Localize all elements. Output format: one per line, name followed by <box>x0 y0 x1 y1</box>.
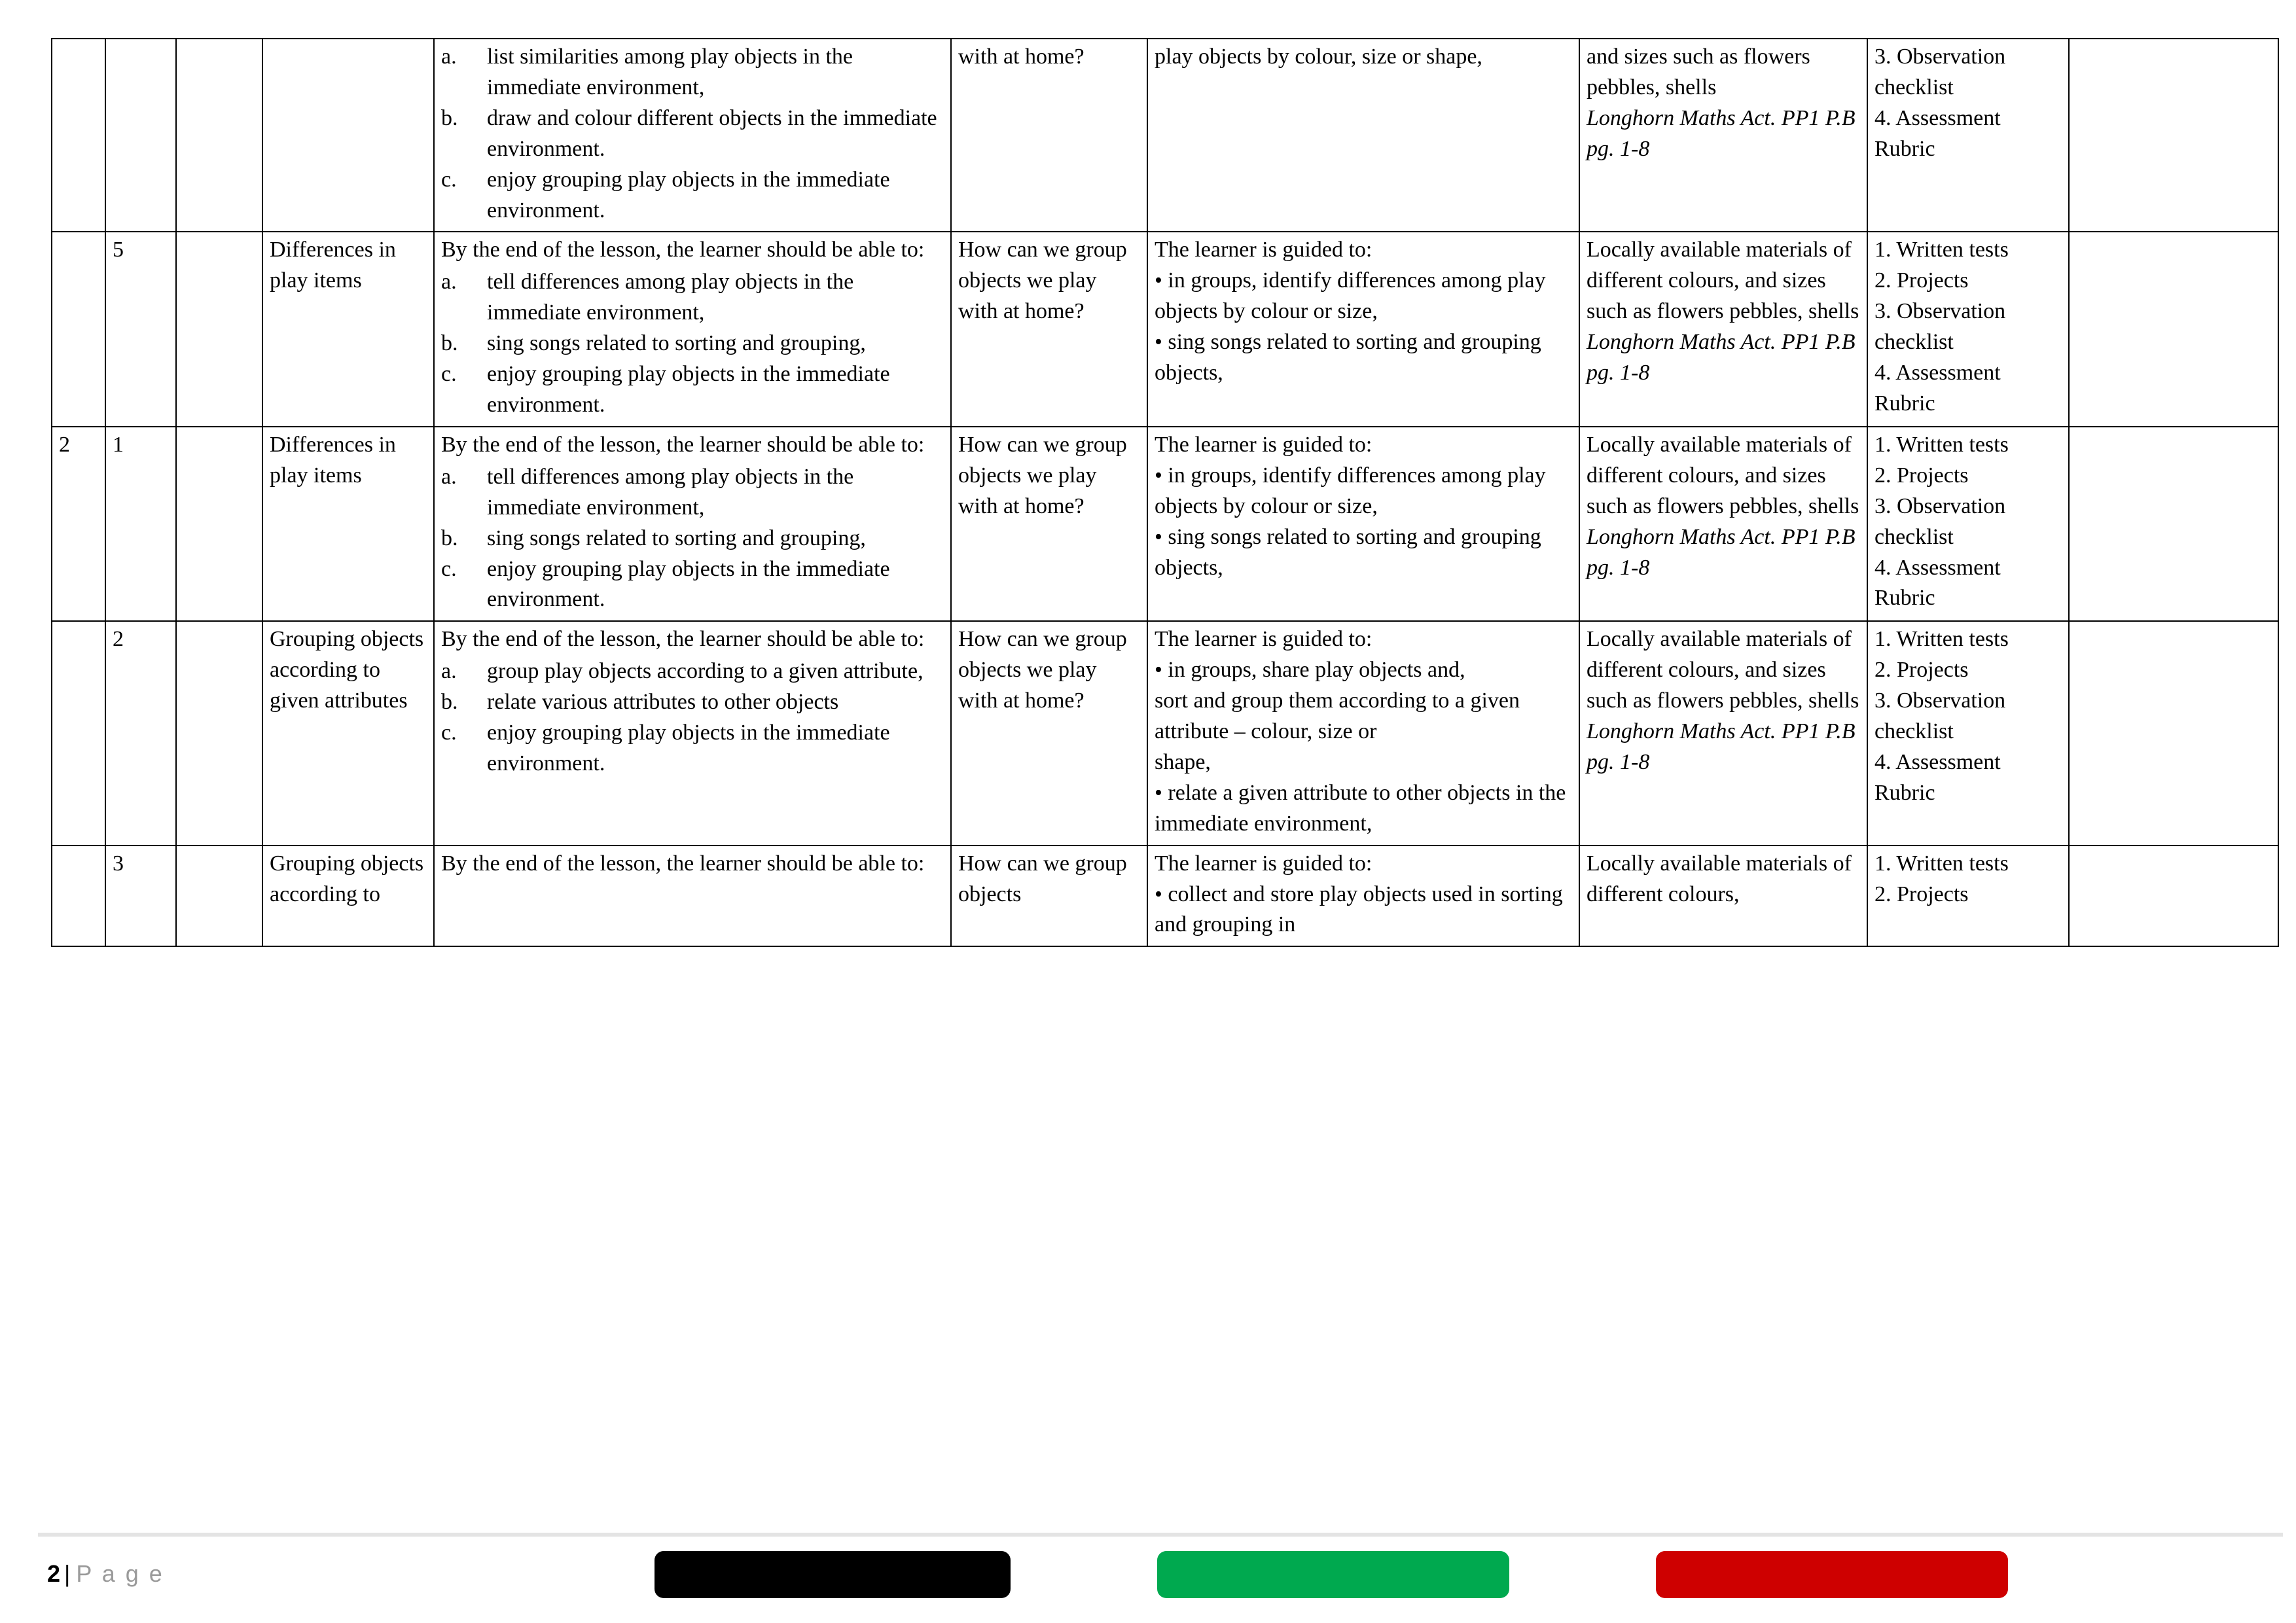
page-footer <box>0 1539 2296 1623</box>
footer-divider <box>38 1533 2283 1537</box>
table-row <box>52 621 2278 845</box>
experiences-lead: The learner is guided to: <box>1155 238 1372 262</box>
cell-strand <box>176 427 262 621</box>
cell-inquiry: How can we group objects <box>951 846 1147 947</box>
assessment-item: 4. Assessment Rubric <box>1874 555 2001 611</box>
resources-reference: Longhorn Maths Act. PP1 P.B pg. 1-8 <box>1587 105 1856 161</box>
cell-outcomes <box>434 621 951 845</box>
assessment-item: 1. Written tests <box>1874 238 2009 262</box>
list-text: draw and colour different objects in the immediate environment. <box>487 105 937 161</box>
resources-line: Locally available materials of different colours, and sizes such as flowers pebbles, shells <box>1587 627 1859 713</box>
cell-resources <box>1579 427 1867 621</box>
flag-bar-green <box>1157 1551 1509 1598</box>
list-item <box>441 462 945 524</box>
list-text: tell differences among play objects in the immediate environment, <box>487 464 854 520</box>
cell-assessment <box>1867 39 2069 232</box>
scheme-of-work-table <box>51 38 2279 947</box>
experiences-line: • sing songs related to sorting and grouping objects, <box>1155 330 1541 385</box>
resources-reference: Longhorn Maths Act. PP1 P.B pg. 1-8 <box>1587 524 1856 580</box>
experiences-line: • in groups, identify differences among play objects by colour or size, <box>1155 463 1546 518</box>
assessment-item: 4. Assessment Rubric <box>1874 749 2001 805</box>
assessment-item: 4. Assessment Rubric <box>1874 361 2001 416</box>
assessment-item: 3. Observation checklist <box>1874 45 2006 99</box>
outcomes-lead: By the end of the lesson, the learner should be able to: <box>441 627 925 652</box>
cell-lesson: 2 <box>105 621 176 845</box>
list-marker: b. <box>441 690 458 715</box>
list-marker: c. <box>441 721 457 745</box>
cell-strand <box>176 39 262 232</box>
cell-reflection <box>2069 232 2278 426</box>
outcomes-list <box>441 42 945 226</box>
list-text: enjoy grouping play objects in the immediate environment. <box>487 721 890 776</box>
assessment-item: 1. Written tests <box>1874 851 2009 876</box>
experiences-line: shape, <box>1155 749 1211 774</box>
cell-week: 2 <box>52 427 105 621</box>
cell-week <box>52 846 105 947</box>
cell-experiences <box>1147 621 1579 845</box>
table-row <box>52 846 2278 947</box>
cell-reflection <box>2069 621 2278 845</box>
cell-resources <box>1579 846 1867 947</box>
cell-experiences <box>1147 232 1579 426</box>
table-row <box>52 232 2278 426</box>
cell-inquiry: How can we group objects we play with at home? <box>951 232 1147 426</box>
assessment-item: 3. Observation checklist <box>1874 299 2006 355</box>
cell-week <box>52 39 105 232</box>
cell-lesson: 5 <box>105 232 176 426</box>
list-marker: b. <box>441 331 458 356</box>
experiences-lead: The learner is guided to: <box>1155 851 1372 876</box>
list-item <box>441 42 945 103</box>
cell-week <box>52 621 105 845</box>
cell-week <box>52 232 105 426</box>
cell-inquiry: with at home? <box>951 39 1147 232</box>
list-marker: c. <box>441 556 457 581</box>
resources-reference: Longhorn Maths Act. PP1 P.B pg. 1-8 <box>1587 330 1856 385</box>
list-marker: b. <box>441 105 458 130</box>
list-item <box>441 524 945 554</box>
cell-reflection <box>2069 846 2278 947</box>
cell-inquiry: How can we group objects we play with at home? <box>951 427 1147 621</box>
resources-line: and sizes such as flowers pebbles, shells <box>1587 45 1810 99</box>
cell-resources <box>1579 39 1867 232</box>
assessment-item: 3. Observation checklist <box>1874 493 2006 549</box>
resources-line: Locally available materials of different colours, and sizes such as flowers pebbles, shells <box>1587 432 1859 518</box>
assessment-item: 2. Projects <box>1874 268 1969 293</box>
list-text: enjoy grouping play objects in the immediate environment. <box>487 167 890 223</box>
experiences-line: • relate a given attribute to other objects in the immediate environment, <box>1155 780 1566 836</box>
cell-assessment <box>1867 846 2069 947</box>
cell-substrand: Grouping objects according to given attributes <box>262 621 434 845</box>
list-text: enjoy grouping play objects in the immediate environment. <box>487 362 890 417</box>
flag-bar-black <box>655 1551 1011 1598</box>
cell-resources <box>1579 621 1867 845</box>
list-marker: a. <box>441 464 457 489</box>
cell-strand <box>176 846 262 947</box>
cell-outcomes <box>434 427 951 621</box>
list-marker: c. <box>441 167 457 192</box>
cell-strand <box>176 621 262 845</box>
experiences-line: sort and group them according to a given attribute – colour, size or <box>1155 688 1520 744</box>
list-marker: a. <box>441 45 457 69</box>
experiences-line: • collect and store play objects used in sorting and grouping in <box>1155 882 1563 937</box>
cell-experiences <box>1147 39 1579 232</box>
cell-assessment <box>1867 232 2069 426</box>
list-marker: a. <box>441 270 457 294</box>
list-item <box>441 554 945 616</box>
page-number: 2 <box>47 1560 61 1587</box>
cell-substrand <box>262 39 434 232</box>
list-item <box>441 687 945 718</box>
experiences-line: • in groups, identify differences among play objects by colour or size, <box>1155 268 1546 324</box>
list-item <box>441 103 945 165</box>
assessment-item: 4. Assessment Rubric <box>1874 105 2001 161</box>
experiences-line: play objects by colour, size or shape, <box>1155 45 1482 69</box>
cell-assessment <box>1867 427 2069 621</box>
cell-substrand: Differences in play items <box>262 427 434 621</box>
page-number-label <box>47 1560 164 1588</box>
experiences-lead: The learner is guided to: <box>1155 432 1372 457</box>
cell-reflection <box>2069 427 2278 621</box>
list-marker: a. <box>441 659 457 684</box>
assessment-item: 1. Written tests <box>1874 627 2009 652</box>
list-text: tell differences among play objects in the immediate environment, <box>487 270 854 325</box>
outcomes-list <box>441 656 945 779</box>
list-item <box>441 165 945 226</box>
outcomes-lead: By the end of the lesson, the learner should be able to: <box>441 432 925 457</box>
outcomes-list <box>441 267 945 421</box>
table-row <box>52 39 2278 232</box>
list-text: sing songs related to sorting and grouping, <box>487 526 866 550</box>
cell-outcomes <box>434 39 951 232</box>
list-text: sing songs related to sorting and grouping, <box>487 331 866 356</box>
cell-resources <box>1579 232 1867 426</box>
list-text: list similarities among play objects in the immediate environment, <box>487 45 853 99</box>
cell-substrand: Differences in play items <box>262 232 434 426</box>
assessment-item: 2. Projects <box>1874 658 1969 683</box>
list-text: group play objects according to a given attribute, <box>487 659 924 684</box>
cell-experiences <box>1147 427 1579 621</box>
assessment-item: 2. Projects <box>1874 463 1969 488</box>
table-body <box>52 39 2278 946</box>
experiences-lead: The learner is guided to: <box>1155 627 1372 652</box>
resources-reference: Longhorn Maths Act. PP1 P.B pg. 1-8 <box>1587 719 1856 774</box>
outcomes-list <box>441 462 945 616</box>
list-item <box>441 359 945 421</box>
experiences-line: • sing songs related to sorting and grouping objects, <box>1155 524 1541 580</box>
cell-reflection <box>2069 39 2278 232</box>
assessment-item: 2. Projects <box>1874 882 1969 906</box>
resources-line: Locally available materials of different colours, and sizes such as flowers pebbles, shells <box>1587 238 1859 324</box>
cell-lesson: 1 <box>105 427 176 621</box>
cell-outcomes <box>434 846 951 947</box>
assessment-item: 3. Observation checklist <box>1874 688 2006 744</box>
table-row <box>52 427 2278 621</box>
list-item <box>441 656 945 687</box>
cell-outcomes <box>434 232 951 426</box>
cell-strand <box>176 232 262 426</box>
cell-substrand: Grouping objects according to <box>262 846 434 947</box>
list-text: enjoy grouping play objects in the immediate environment. <box>487 556 890 612</box>
cell-lesson: 3 <box>105 846 176 947</box>
outcomes-lead: By the end of the lesson, the learner should be able to: <box>441 238 925 262</box>
cell-lesson <box>105 39 176 232</box>
page-word: P a g e <box>76 1560 164 1587</box>
list-marker: b. <box>441 526 458 550</box>
experiences-line: • in groups, share play objects and, <box>1155 658 1465 683</box>
list-item <box>441 267 945 329</box>
flag-bar-red <box>1656 1551 2008 1598</box>
list-item <box>441 718 945 779</box>
cell-assessment <box>1867 621 2069 845</box>
list-text: relate various attributes to other objects <box>487 690 839 715</box>
list-item <box>441 329 945 359</box>
page-separator: | <box>64 1560 73 1587</box>
cell-experiences <box>1147 846 1579 947</box>
outcomes-lead: By the end of the lesson, the learner should be able to: <box>441 851 925 876</box>
resources-line: Locally available materials of different colours, <box>1587 851 1852 906</box>
list-marker: c. <box>441 362 457 387</box>
assessment-item: 1. Written tests <box>1874 432 2009 457</box>
cell-inquiry: How can we group objects we play with at home? <box>951 621 1147 845</box>
